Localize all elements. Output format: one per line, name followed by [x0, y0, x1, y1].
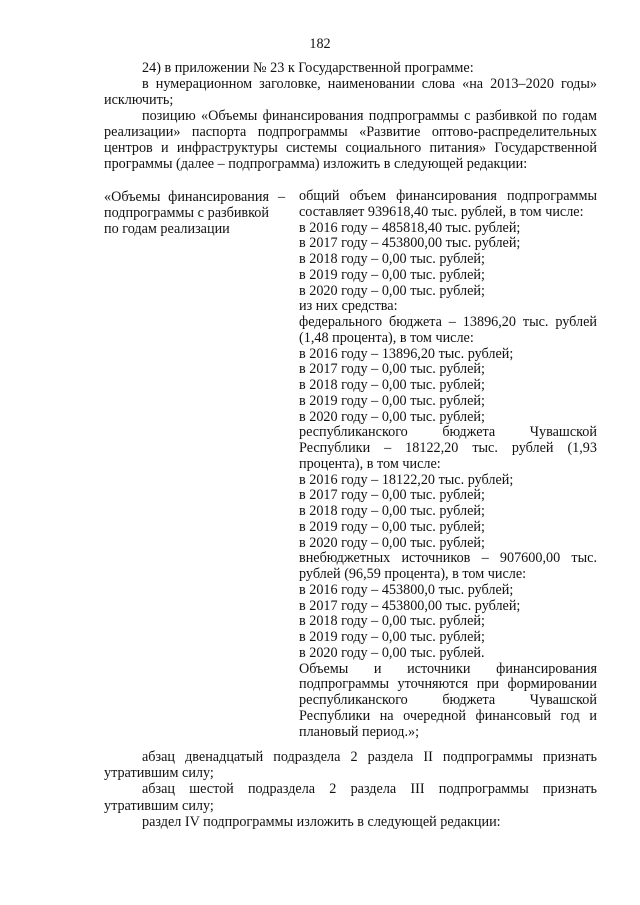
table-line: в 2019 году – 0,00 тыс. рублей;	[299, 392, 485, 409]
intro-paragraph: позицию «Объемы финансирования подпрограммы с разбивкой по годам реализации» паспорта подпрограммы «Развитие оптово-распределительных центров и инфраструктуры системы социального питания» Государственной программы (далее – подпрограмма) изложить в следующей редакции:	[104, 108, 597, 172]
table-line: в 2018 году – 0,00 тыс. рублей;	[299, 377, 485, 393]
table-line: в 2020 году – 0,00 тыс. рублей;	[299, 534, 485, 551]
table-line: в 2016 году – 485818,40 тыс. рублей;	[299, 219, 521, 236]
table-line: внебюджетных источников – 907600,00 тыс. рублей (96,59 процента), в том числе:	[299, 550, 597, 582]
table-line: в 2019 году – 0,00 тыс. рублей;	[299, 266, 485, 283]
table-line: в 2018 году – 0,00 тыс. рублей;	[299, 613, 485, 630]
table-line: из них средства:	[299, 298, 398, 315]
intro-paragraph: 24) в приложении № 23 к Государственной программе:	[142, 60, 474, 76]
intro-section	[104, 60, 597, 172]
table-line: в 2018 году – 0,00 тыс. рублей;	[299, 503, 485, 519]
outro-paragraph: абзац двенадцатый подраздела 2 раздела II подпрограммы признать утратившим силу;	[104, 749, 597, 782]
table-line: в 2017 году – 453800,00 тыс. рублей;	[299, 235, 521, 252]
table-line: республиканского бюджета Чувашской Республики – 18122,20 тыс. рублей (1,93 процента), в том числе:	[299, 424, 597, 472]
table-line: в 2020 году – 0,00 тыс. рублей;	[299, 282, 485, 299]
table-line: в 2018 году – 0,00 тыс. рублей;	[299, 251, 485, 267]
intro-paragraph: в нумерационном заголовке, наименовании слова «на 2013–2020 годы» исключить;	[104, 76, 597, 108]
page-number: 182	[309, 36, 331, 52]
table-line: в 2016 году – 453800,0 тыс. рублей;	[299, 581, 514, 598]
table-line: Объемы и источники финансирования подпрограммы уточняются при формировании республиканского бюджета Чувашской Республики на очередной финансовый год и плановый период.»;	[299, 660, 597, 740]
table-line: федерального бюджета – 13896,20 тыс. рублей (1,48 процента), в том числе:	[299, 314, 597, 346]
outro-section	[104, 749, 597, 830]
table-line: в 2017 году – 0,00 тыс. рублей;	[299, 361, 485, 378]
table-line: в 2017 году – 453800,00 тыс. рублей;	[299, 597, 521, 614]
table-line: в 2017 году – 0,00 тыс. рублей;	[299, 487, 485, 504]
table-dash: –	[278, 189, 286, 205]
table-values	[299, 189, 597, 740]
table-line: общий объем финансирования подпрограммы составляет 939618,40 тыс. рублей, в том числе:	[299, 188, 597, 220]
table-line: в 2019 году – 0,00 тыс. рублей;	[299, 518, 485, 535]
table-line: в 2020 году – 0,00 тыс. рублей;	[299, 408, 485, 425]
table-line: в 2020 году – 0,00 тыс. рублей.	[299, 644, 485, 661]
outro-paragraph: абзац шестой подраздела 2 раздела III подпрограммы признать утратившим силу;	[104, 781, 597, 814]
table-line: в 2016 году – 18122,20 тыс. рублей;	[299, 471, 514, 488]
table-line: в 2016 году – 13896,20 тыс. рублей;	[299, 345, 514, 362]
table-line: в 2019 году – 0,00 тыс. рублей;	[299, 629, 485, 645]
outro-paragraph: раздел IV подпрограммы изложить в следующей редакции:	[142, 813, 501, 830]
table-label: «Объемы финансирования подпрограммы с разбивкой по годам реализации	[104, 189, 269, 237]
